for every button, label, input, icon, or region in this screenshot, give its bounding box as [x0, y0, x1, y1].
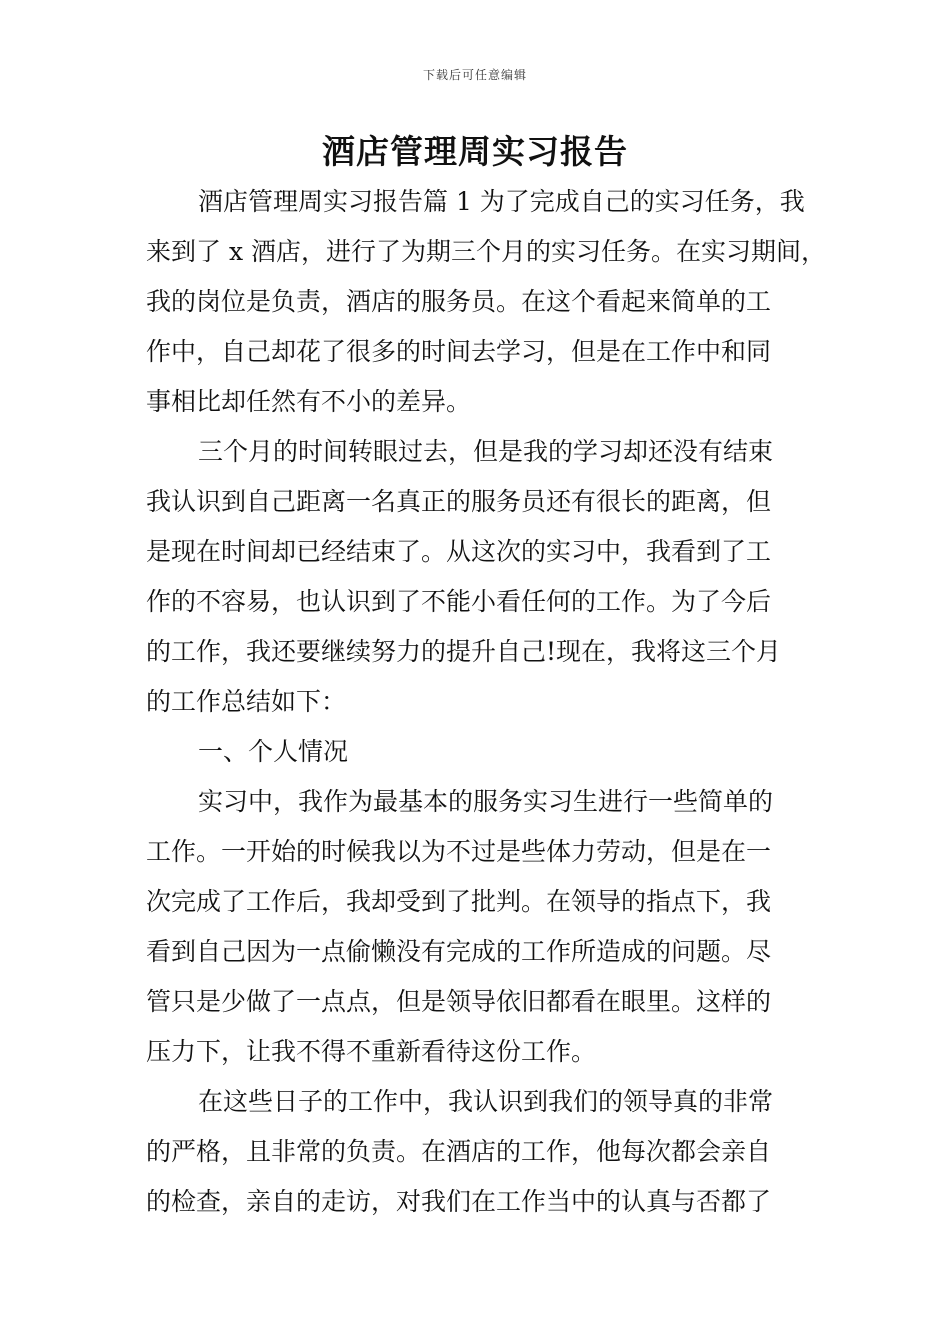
text-line: 我的岗位是负责，酒店的服务员。在这个看起来简单的工: [146, 287, 772, 316]
text-line: 管只是少做了一点点，但是领导依旧都看在眼里。这样的: [146, 987, 772, 1016]
text-line: 我认识到自己距离一名真正的服务员还有很长的距离，但: [146, 487, 772, 516]
text-line: 酒店管理周实习报告篇 1 为了完成自己的实习任务，我: [198, 187, 805, 216]
text-line: 压力下，让我不得不重新看待这份工作。: [146, 1037, 597, 1066]
text-line: 三个月的时间转眼过去，但是我的学习却还没有结束: [198, 437, 774, 466]
text-line: 的检查，亲自的走访，对我们在工作当中的认真与否都了: [146, 1187, 772, 1216]
text-line: 次完成了工作后，我却受到了批判。在领导的指点下，我: [146, 887, 772, 916]
text-line: 的严格，且非常的负责。在酒店的工作，他每次都会亲自: [146, 1137, 772, 1166]
text-line: 的工作，我还要继续努力的提升自己!现在，我将这三个月: [146, 637, 782, 666]
text-line: 实习中，我作为最基本的服务实习生进行一些简单的: [198, 787, 774, 816]
text-line: 工作。一开始的时候我以为不过是些体力劳动，但是在一: [146, 837, 772, 866]
text-line: 一、个人情况: [198, 737, 349, 766]
text-line: 是现在时间却已经结束了。从这次的实习中，我看到了工: [146, 537, 772, 566]
text-line: 来到了 x 酒店，进行了为期三个月的实习任务。在实习期间，: [146, 237, 826, 266]
text-line: 的工作总结如下：: [146, 687, 347, 716]
text-line: 作中，自己却花了很多的时间去学习，但是在工作中和同: [146, 337, 772, 366]
document-title: 酒店管理周实习报告: [322, 132, 628, 171]
text-line: 看到自己因为一点偷懒没有完成的工作所造成的问题。尽: [146, 937, 772, 966]
text-line: 作的不容易，也认识到了不能小看任何的工作。为了今后: [146, 587, 772, 616]
header-note: 下载后可任意编辑: [422, 68, 527, 82]
text-line: 事相比却任然有不小的差异。: [146, 387, 472, 416]
text-line: 在这些日子的工作中，我认识到我们的领导真的非常: [198, 1087, 774, 1116]
document-body: [146, 177, 826, 1227]
